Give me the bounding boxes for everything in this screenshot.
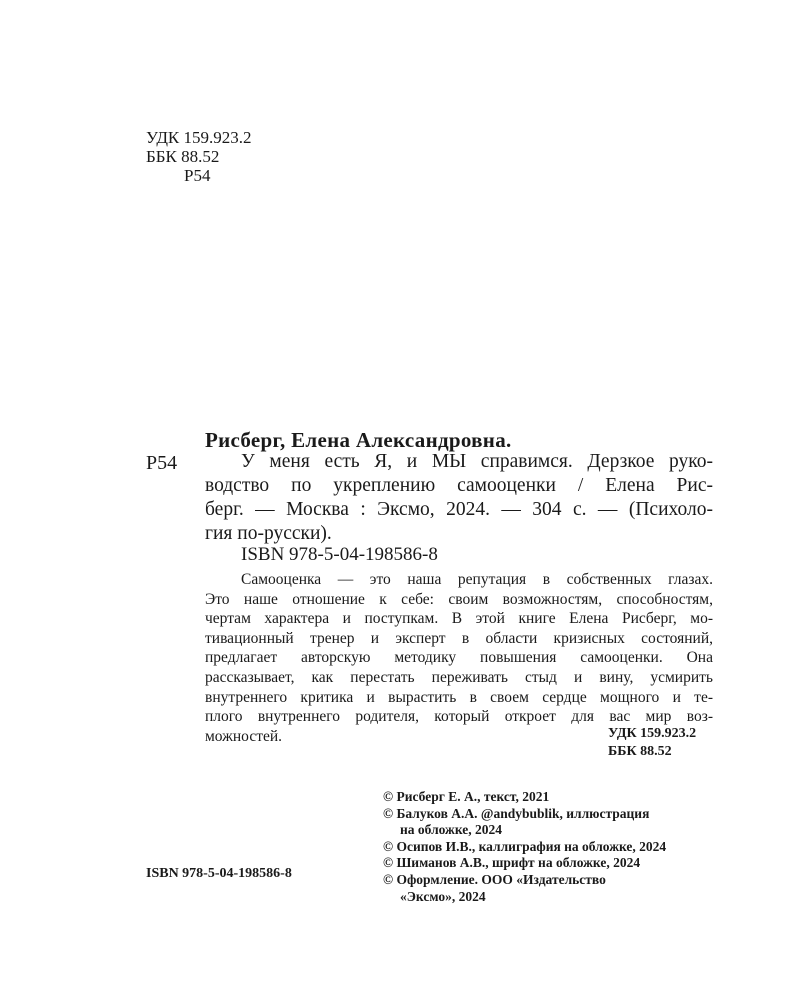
description-line: водство по укреплению самооценки / Елена Рис- bbox=[205, 475, 713, 496]
copyright-line: © Шиманов А.В., шрифт на обложке, 2024 bbox=[383, 855, 641, 871]
annotation-line: тивационный тренер и эксперт в области кризисных состояний, bbox=[205, 629, 713, 647]
annotation-line: плого внутреннего родителя, который откроет для вас мир воз- bbox=[205, 708, 713, 726]
copyright-line: © Осипов И.В., каллиграфия на обложке, 2024 bbox=[383, 838, 667, 854]
annotation-line: Самооценка — это наша репутация в собственных глазах. bbox=[241, 571, 713, 588]
udk-code: УДК 159.923.2 bbox=[146, 128, 252, 147]
copyright-block bbox=[383, 789, 666, 905]
bbk-code: ББК 88.52 bbox=[146, 147, 220, 166]
annotation-line: рассказывает, как перестать переживать стыд и вину, усмирить bbox=[205, 668, 713, 686]
annotation-line: чертам характера и поступкам. В этой книге Елена Рисберг, мо- bbox=[205, 610, 713, 628]
copyright-line: на обложке, 2024 bbox=[400, 822, 503, 838]
classification-codes bbox=[146, 128, 252, 185]
bibliographic-description bbox=[205, 450, 713, 546]
annotation-line: Это наше отношение к себе: своим возможностям, способностям, bbox=[205, 590, 713, 608]
annotation-line: можностей. bbox=[205, 727, 283, 745]
cutter-code: Р54 bbox=[146, 452, 178, 474]
bbk-code-right: ББК 88.52 bbox=[608, 744, 672, 759]
annotation-line: внутреннего критика и вырастить в своем сердце мощного и те- bbox=[205, 688, 713, 706]
isbn-main: ISBN 978-5-04-198586-8 bbox=[241, 544, 438, 565]
copyright-line: «Эксмо», 2024 bbox=[400, 888, 486, 904]
author-heading: Рисберг, Елена Александровна. bbox=[205, 428, 512, 452]
annotation-line: предлагает авторскую методику повышения самооценки. Она bbox=[205, 649, 713, 667]
udk-code-right: УДК 159.923.2 bbox=[608, 726, 697, 741]
author-code: Р54 bbox=[184, 166, 211, 185]
copyright-line: © Оформление. ООО «Издательство bbox=[383, 871, 606, 887]
copyright-line: © Балуков А.А. @andybublik, иллюстрация bbox=[383, 805, 650, 821]
description-line: гия по-русски). bbox=[205, 523, 332, 544]
isbn-footer: ISBN 978-5-04-198586-8 bbox=[146, 866, 292, 881]
annotation bbox=[205, 570, 713, 746]
description-line: берг. — Москва : Эксмо, 2024. — 304 с. — (Психоло- bbox=[205, 499, 713, 520]
classification-codes-right bbox=[608, 725, 696, 761]
description-line: У меня есть Я, и МЫ справимся. Дерзкое руко- bbox=[241, 451, 713, 472]
copyright-line: © Рисберг Е. А., текст, 2021 bbox=[383, 789, 550, 804]
